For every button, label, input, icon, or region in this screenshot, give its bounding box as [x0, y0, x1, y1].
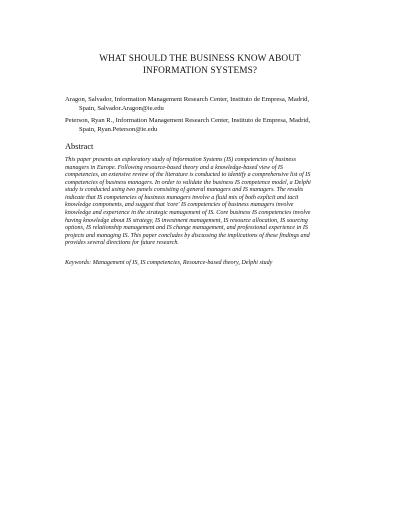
author-affiliation-2 [65, 117, 355, 134]
abstract-line: study is conducted using two panels consisting of general managers and IS managers. The results [65, 187, 304, 194]
abstract-line: provides several directions for future research. [65, 240, 179, 247]
abstract-line: projects and managing IS. This paper concludes by discussing the implications of these findings and [65, 232, 310, 239]
abstract-body [65, 157, 355, 248]
author-2-line-2: Spain, Ryan.Peterson@ie.edu [79, 125, 158, 133]
author-affiliation-1 [65, 96, 355, 113]
keywords: Keywords: Management of IS, IS competencies, Resource-based theory, Delphi study [65, 260, 273, 266]
abstract-line: options, IS relationship management and IS change management, and professional experience in IS [65, 225, 308, 232]
abstract-line: knowledge and experience in the strategic management of IS. Core business IS competencies involve [65, 210, 311, 217]
abstract-line: managers in Europe. Following resource-based theory and a knowledge-based view of IS [65, 164, 283, 171]
author-1-line-2: Spain, Salvador.Aragon@ie.edu [79, 104, 164, 112]
author-2-line-1: Peterson, Ryan R., Information Management Research Center, Instituto de Empresa, Madrid, [65, 117, 311, 124]
abstract-line: indicate that IS competencies of business managers involve a fluid mix of both explicit and tacit [65, 194, 299, 201]
paper-title [60, 53, 340, 77]
abstract-heading: Abstract [65, 142, 94, 151]
title-line-2: INFORMATION SYSTEMS? [142, 66, 258, 76]
abstract-line: having knowledge about IS strategy, IS investment management, IS resource allocation, IS sourcing [65, 217, 308, 224]
abstract-line: This paper presents an exploratory study of Information Systems (IS) competencies of business [65, 157, 296, 163]
abstract-line: competencies, an extensive review of the literature is conducted to identify a comprehensive list of IS [65, 172, 311, 179]
abstract-line: knowledge components, and suggest that 'core' IS competencies of business managers involve [65, 202, 294, 209]
abstract-line: competencies of business managers. In order to validate the business IS competence model, a Delphi [65, 179, 311, 186]
title-line-1: WHAT SHOULD THE BUSINESS KNOW ABOUT [99, 54, 301, 64]
author-1-line-1: Aragon, Salvador, Information Management Research Center, Instituto de Empresa, Madrid, [65, 96, 310, 103]
